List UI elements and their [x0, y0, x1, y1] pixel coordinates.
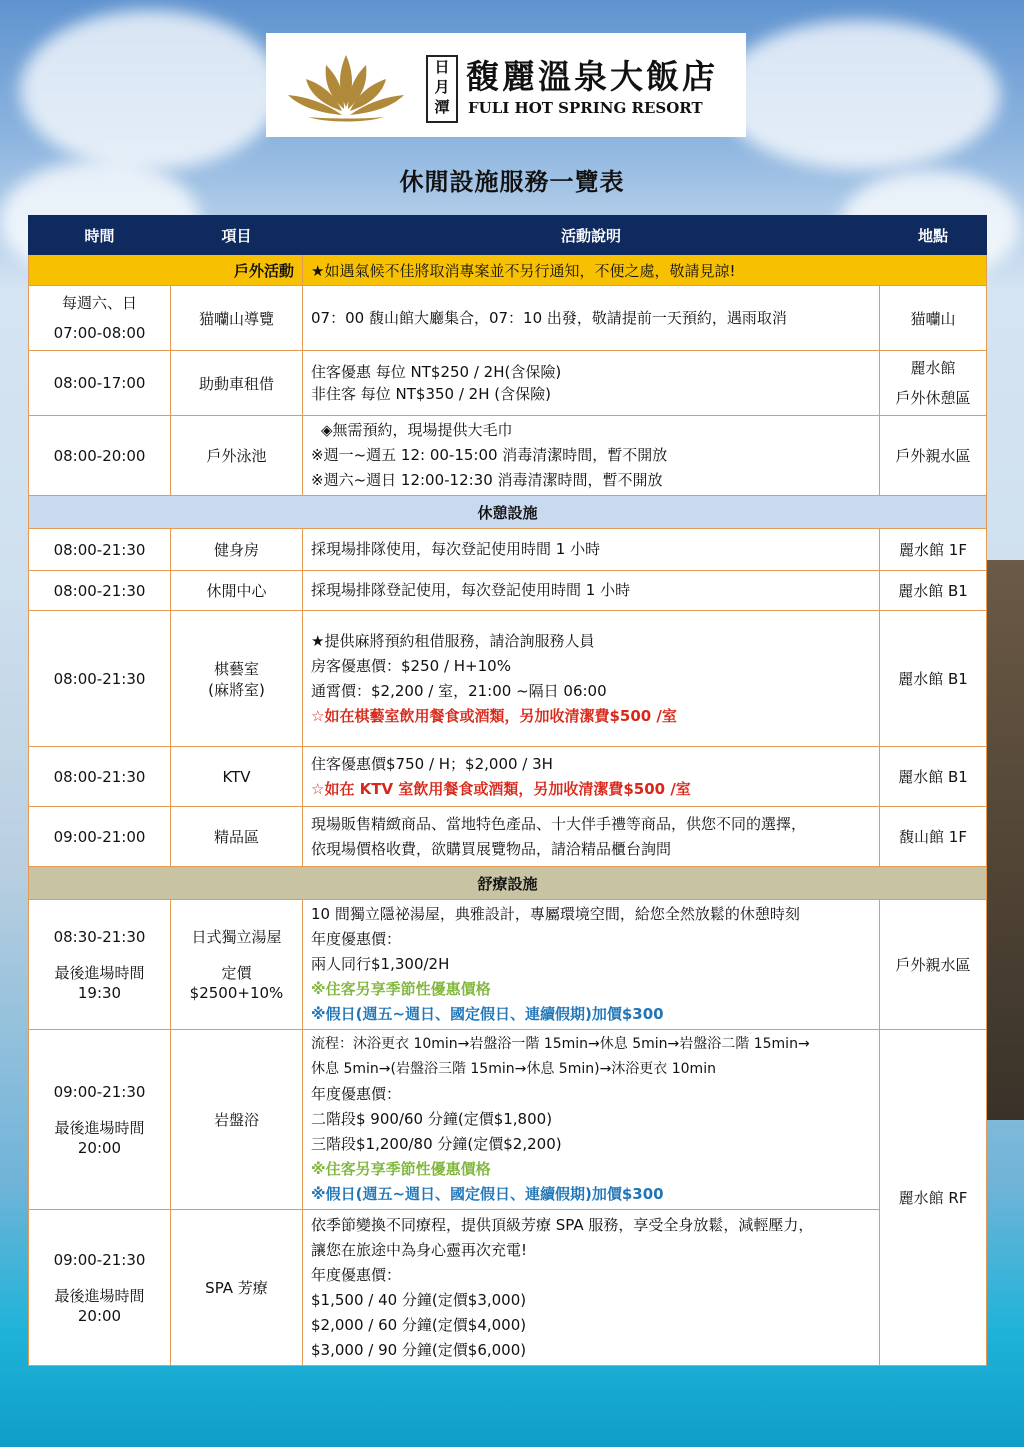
table-row	[29, 807, 987, 867]
description-line: 10 間獨立隱祕湯屋，典雅設計，專屬環境空間，給您全然放鬆的休憩時刻	[311, 905, 800, 923]
time-cell: 08:00-21:30	[29, 571, 171, 611]
location-cell: 麗水館 B1	[880, 611, 987, 747]
description-line: 年度優惠價：	[311, 930, 402, 948]
list-price: $2500+10%	[189, 983, 284, 1002]
header-description: 活動說明	[303, 216, 880, 255]
time-text: 09:00-21:30	[53, 1082, 146, 1101]
description-line: $3,000 / 90 分鐘(定價$6,000)	[311, 1340, 527, 1359]
item-cell: SPA 芳療	[171, 1210, 303, 1366]
description-cell	[303, 351, 880, 416]
time-cell: 08:00-21:30	[29, 529, 171, 571]
section-label: 戶外活動	[29, 255, 303, 286]
description-line: 年度優惠價：	[311, 1265, 402, 1284]
description-cell	[303, 900, 880, 1030]
background-cloud	[720, 20, 1000, 170]
description-line: 通霄價：$2,200 / 室，21:00 ~隔日 06:00	[311, 681, 607, 700]
time-text: 09:00-21:30	[53, 1250, 146, 1269]
time-cell: 08:00-17:00	[29, 351, 171, 416]
description-cell	[303, 1030, 880, 1210]
item-cell: KTV	[171, 747, 303, 807]
hotel-name-english: FULI HOT SPRING RESORT	[468, 99, 703, 117]
guest-discount-note: ※住客另享季節性優惠價格	[311, 1160, 491, 1178]
description-line: ※週六~週日 12:00-12:30 消毒清潔時間，暫不開放	[311, 471, 663, 489]
hotel-logo	[266, 33, 746, 137]
hotel-name: 馥麗溫泉大飯店	[466, 57, 718, 96]
time-cell: 09:00-21:00	[29, 807, 171, 867]
last-entry-label: 最後進場時間	[54, 1118, 145, 1137]
location-cell: 麗水館 B1	[880, 747, 987, 807]
description-line: ※週一~週五 12: 00-15:00 消毒清潔時間，暫不開放	[311, 446, 668, 464]
item-cell: 健身房	[171, 529, 303, 571]
item-cell: 岩盤浴	[171, 1030, 303, 1210]
logo-char: 日	[434, 58, 450, 76]
description-cell	[303, 416, 880, 496]
time-text: 08:30-21:30	[53, 927, 146, 946]
description-line: 三階段$1,200/80 分鐘(定價$2,200)	[311, 1135, 562, 1153]
description-line: 房客優惠價：$250 / H+10%	[311, 656, 511, 675]
description-line: 年度優惠價：	[311, 1085, 402, 1103]
last-entry-time: 19:30	[77, 983, 122, 1002]
header-location: 地點	[880, 216, 987, 255]
description-cell	[303, 1210, 880, 1366]
section-notice: ★如遇氣候不佳將取消專案並不另行通知，不便之處，敬請見諒!	[303, 255, 987, 286]
section-spa	[29, 867, 987, 900]
description-line: 住客優惠價$750 / H；$2,000 / 3H	[311, 754, 553, 773]
item-cell: 戶外泳池	[171, 416, 303, 496]
description-line: $2,000 / 60 分鐘(定價$4,000)	[311, 1315, 527, 1334]
holiday-surcharge-note: ※假日(週五~週日、國定假日、連續假期)加價$300	[311, 1005, 664, 1023]
item-text: (麻將室)	[208, 680, 265, 699]
page-title: 休閒設施服務一覽表	[399, 168, 625, 196]
item-text: 日式獨立湯屋	[191, 927, 282, 946]
table-row	[29, 286, 987, 351]
table-row	[29, 747, 987, 807]
last-entry-time: 20:00	[77, 1138, 122, 1157]
table-row	[29, 571, 987, 611]
description-cell: 07：00 馥山館大廳集合，07：10 出發，敬請提前一天預約，遇雨取消	[303, 286, 880, 351]
location-cell: 猫囒山	[880, 286, 987, 351]
description-cell: 採現場排隊使用，每次登記使用時間 1 小時	[303, 529, 880, 571]
section-label: 休憩設施	[29, 496, 987, 529]
item-cell	[171, 611, 303, 747]
last-entry-label: 最後進場時間	[54, 963, 145, 982]
background-wall	[986, 560, 1024, 1120]
time-cell	[29, 1210, 171, 1366]
section-outdoor	[29, 255, 987, 286]
logo-char: 月	[434, 78, 450, 96]
location-cell	[880, 351, 987, 416]
time-cell	[29, 286, 171, 351]
description-line: ◈無需預約，現場提供大毛巾	[321, 421, 513, 439]
time-cell: 08:00-21:30	[29, 611, 171, 747]
time-cell: 08:00-21:30	[29, 747, 171, 807]
item-cell: 助動車租借	[171, 351, 303, 416]
logo-vertical-text	[426, 55, 458, 123]
description-line: 依季節變換不同療程，提供頂級芳療 SPA 服務，享受全身放鬆，減輕壓力，	[311, 1215, 814, 1234]
description-line: 二階段$ 900/60 分鐘(定價$1,800)	[311, 1110, 553, 1128]
description-line: 讓您在旅途中為身心靈再次充電!	[311, 1240, 528, 1259]
guest-discount-note: ※住客另享季節性優惠價格	[311, 980, 491, 998]
description-line: 兩人同行$1,300/2H	[311, 955, 450, 973]
lotus-logo-icon	[286, 51, 406, 123]
surcharge-note: ☆如在 KTV 室飲用餐食或酒類，另加收清潔費$500 /室	[311, 779, 691, 798]
time-cell	[29, 900, 171, 1030]
item-cell: 精品區	[171, 807, 303, 867]
description-cell	[303, 611, 880, 747]
header-item: 項目	[171, 216, 303, 255]
description-line: 住客優惠 每位 NT$250 / 2H(含保險)	[311, 363, 562, 381]
table-row	[29, 900, 987, 1030]
description-line: $1,500 / 40 分鐘(定價$3,000)	[311, 1290, 527, 1309]
table-row	[29, 351, 987, 416]
description-line: 依現場價格收費，欲購買展覽物品，請洽精品櫃台詢問	[311, 839, 672, 858]
list-price-label: 定價	[221, 963, 252, 982]
location-cell: 戶外親水區	[880, 416, 987, 496]
description-line: 非住客 每位 NT$350 / 2H (含保險)	[311, 385, 551, 403]
table-row	[29, 529, 987, 571]
section-rest	[29, 496, 987, 529]
description-line: ★提供麻將預約租借服務，請洽詢服務人員	[311, 631, 595, 650]
table-row	[29, 416, 987, 496]
location-text: 麗水館	[910, 359, 956, 377]
location-text: 戶外休憩區	[895, 389, 971, 407]
time-text: 每週六、日	[61, 294, 137, 312]
time-cell: 08:00-20:00	[29, 416, 171, 496]
table-row	[29, 611, 987, 747]
section-label: 舒療設施	[29, 867, 987, 900]
table-row	[29, 1030, 987, 1210]
time-cell	[29, 1030, 171, 1210]
description-line: 休息 5min→(岩盤浴三階 15min→休息 5min)→沐浴更衣 10min	[311, 1061, 716, 1077]
description-line: 現場販售精緻商品、當地特色產品、十大伴手禮等商品，供您不同的選擇，	[311, 814, 807, 833]
location-cell: 麗水館 1F	[880, 529, 987, 571]
item-cell	[171, 900, 303, 1030]
description-line: 流程：沐浴更衣 10min→岩盤浴一階 15min→休息 5min→岩盤浴二階 15min→	[311, 1036, 810, 1052]
holiday-surcharge-note: ※假日(週五~週日、國定假日、連續假期)加價$300	[311, 1185, 664, 1203]
surcharge-note: ☆如在棋藝室飲用餐食或酒類，另加收清潔費$500 /室	[311, 706, 677, 725]
item-cell: 猫囒山導覽	[171, 286, 303, 351]
location-cell: 麗水館 RF	[880, 1030, 987, 1366]
time-text: 07:00-08:00	[53, 324, 146, 342]
description-cell	[303, 747, 880, 807]
location-cell: 戶外親水區	[880, 900, 987, 1030]
table-row	[29, 1210, 987, 1366]
last-entry-time: 20:00	[77, 1306, 122, 1325]
description-cell: 採現場排隊登記使用，每次登記使用時間 1 小時	[303, 571, 880, 611]
background-cloud	[20, 10, 280, 170]
header-time: 時間	[29, 216, 171, 255]
description-cell	[303, 807, 880, 867]
item-cell: 休閒中心	[171, 571, 303, 611]
table-header-row	[29, 216, 987, 255]
item-text: 棋藝室	[213, 659, 259, 678]
logo-char: 潭	[434, 98, 450, 116]
facility-table	[28, 215, 987, 1366]
last-entry-label: 最後進場時間	[54, 1286, 145, 1305]
location-cell: 麗水館 B1	[880, 571, 987, 611]
location-cell: 馥山館 1F	[880, 807, 987, 867]
